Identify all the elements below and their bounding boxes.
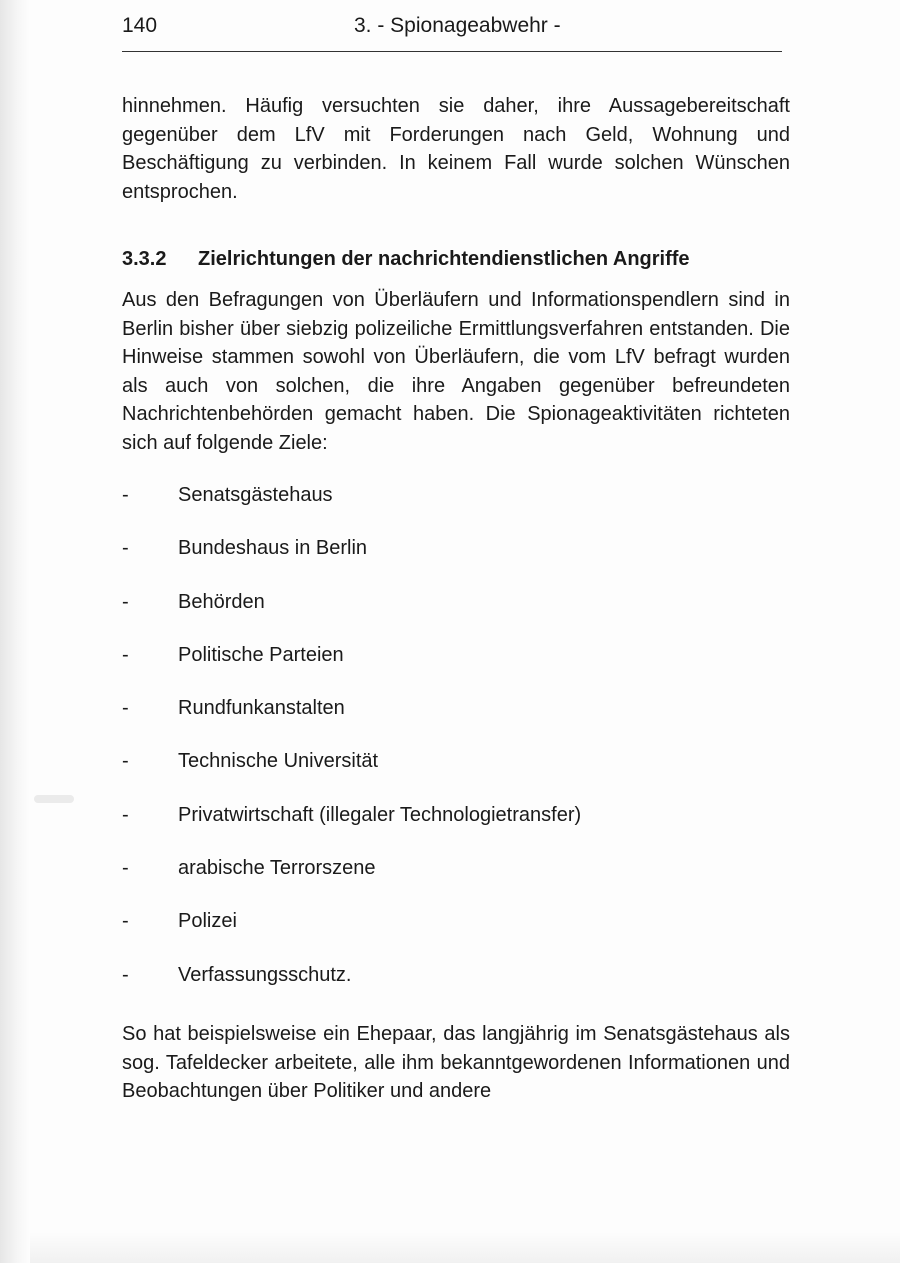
section-heading (122, 248, 690, 271)
section-title: Zielrichtungen der nachrichtendienstlichen Angriffe (198, 248, 690, 270)
scan-shadow-bottom (30, 1232, 900, 1263)
paragraph-example: So hat beispielsweise ein Ehepaar, das langjährig im Senatsgästehaus als sog. Tafeldecker arbeitete, alle ihm bekanntgewordenen Informationen und Beobachtungen über Politiker und andere (122, 1023, 790, 1102)
running-title: 3. - Spionageabwehr - (354, 14, 561, 37)
list-item-text: Rundfunkanstalten (178, 697, 345, 720)
list-item-text: Politische Parteien (178, 643, 344, 666)
list-item (122, 801, 581, 854)
list-bullet: - (122, 697, 129, 720)
list-item (122, 641, 581, 694)
list-item-text: Polizei (178, 910, 237, 933)
scan-shadow-left (0, 0, 30, 1263)
list-item-text: Behörden (178, 590, 265, 613)
header-divider (122, 51, 782, 52)
list-bullet: - (122, 857, 129, 880)
scan-artifact (34, 795, 74, 803)
list-item (122, 534, 581, 587)
paragraph-sources: Aus den Befragungen von Überläufern und Informationspendlern sind in Berlin bisher über siebzig polizeiliche Ermittlungsverfahren entstanden. Die Hinweise stammen sowohl von Überläufern, die vom LfV befragt wurden als auch von solchen, die ihre Angaben gegenüber befreundeten Nachrichtenbehörden gemacht haben. Die Spionageaktivitäten richteten sich auf folgende Ziele: (122, 289, 790, 454)
list-bullet: - (122, 643, 129, 666)
list-item (122, 588, 581, 641)
list-bullet: - (122, 750, 129, 773)
list-bullet: - (122, 963, 129, 986)
list-item (122, 854, 581, 907)
list-item (122, 747, 581, 800)
page-number: 140 (122, 14, 158, 37)
list-item (122, 481, 581, 534)
list-bullet: - (122, 910, 129, 933)
list-item (122, 907, 581, 960)
paragraph-intro: hinnehmen. Häufig versuchten sie daher, ihre Aussagebereitschaft gegenüber dem LfV mit Forderungen nach Geld, Wohnung und Beschäftigung zu verbinden. In keinem Fall wurde solchen Wünschen entsprochen. (122, 95, 790, 203)
list-item-text: Privatwirtschaft (illegaler Technologietransfer) (178, 803, 582, 826)
target-list (122, 481, 581, 1014)
list-item (122, 694, 581, 747)
list-bullet: - (122, 803, 129, 826)
list-item-text: Senatsgästehaus (178, 484, 333, 506)
list-bullet: - (122, 537, 129, 560)
section-number: 3.3.2 (122, 248, 167, 270)
list-bullet: - (122, 484, 129, 506)
list-item-text: Bundeshaus in Berlin (178, 537, 368, 560)
list-bullet: - (122, 590, 129, 613)
list-item-text: Technische Universität (178, 750, 379, 773)
list-item-text: Verfassungsschutz. (178, 963, 352, 986)
list-item-text: arabische Terrorszene (178, 857, 376, 880)
list-item (122, 961, 581, 1014)
page-header (122, 14, 782, 44)
